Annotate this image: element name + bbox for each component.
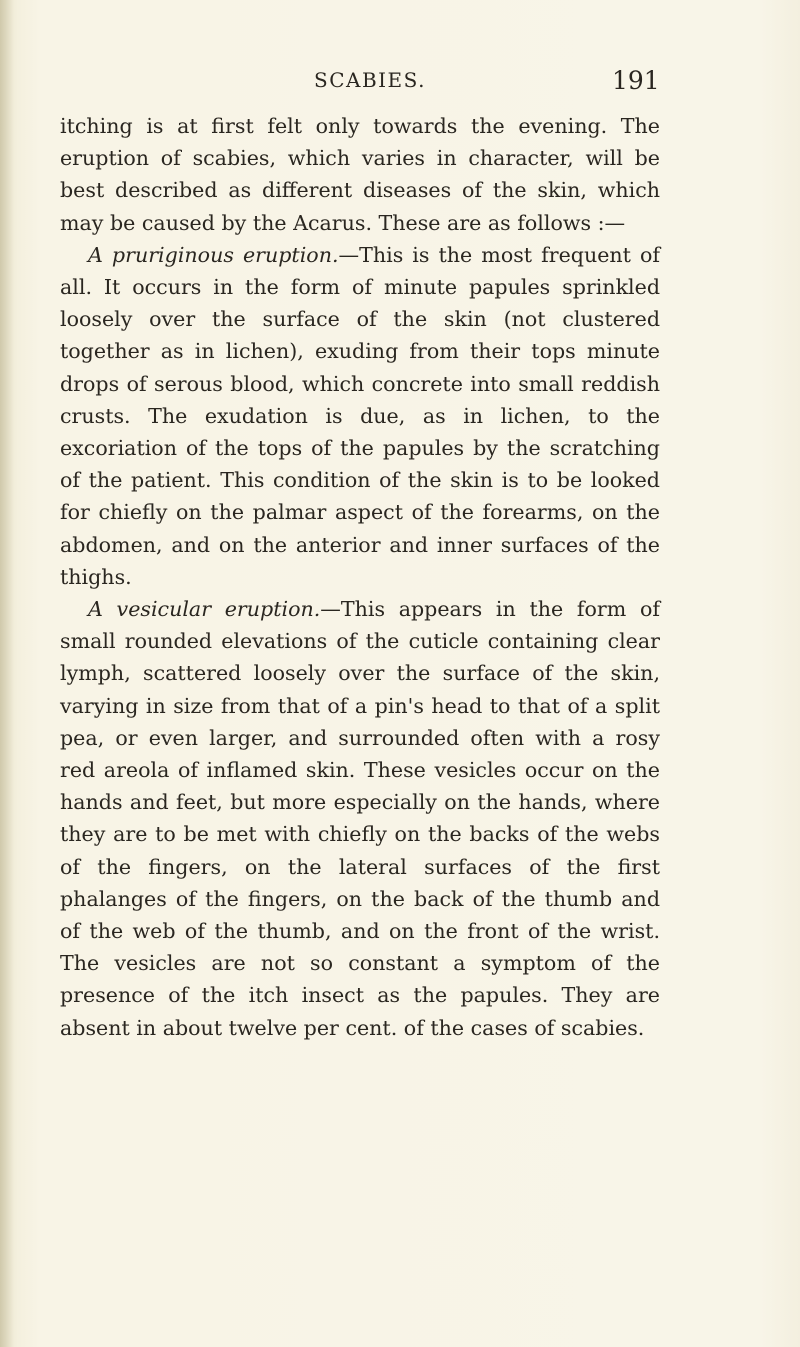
term-pruriginous-eruption: A pruriginous eruption. — [88, 242, 339, 267]
paragraph-pruriginous-eruption — [60, 239, 660, 593]
running-title: SCABIES. — [314, 68, 426, 92]
paragraph-text: —This is the most frequent of all. It occurs in the form of minute papules sprinkled loosely over the surface of the skin (not clustered together as in lichen), exuding from their tops minute drops of serous blood, which concrete into small reddish crusts. The exudation is due, as in lichen, to the excoriation of the tops of the papules by the scratching of the patient. This condition of the skin is to be looked for chiefly on the palmar aspect of the forearms, on the abdomen, and on the anterior and inner surfaces of the thighs. — [60, 242, 661, 589]
running-head — [0, 66, 800, 96]
term-vesicular-eruption: A vesicular eruption. — [88, 597, 321, 622]
page-edge-shadow — [0, 0, 14, 1347]
paragraph-vesicular-eruption — [60, 593, 660, 1044]
page-number: 191 — [612, 66, 660, 95]
paragraph-text: —This appears in the form of small rounded elevations of the cuticle containing clear lymph, scattered loosely over the surface of the skin, varying in size from that of a pin's head to that of a split pea, or even larger, and surrounded often with a rosy red areola of inflamed skin. These vesicles occur on the hands and feet, but more especially on the hands, where they are to be met with chiefly on the backs of the webs of the fingers, on the lateral surfaces of the first phalanges of the fingers, on the back of the thumb and of the web of the thumb, and on the front of the wrist. The vesicles are not so constant a symptom of the presence of the itch insect as the papules. They are absent in about twelve per cent. of the cases of scabies. — [60, 597, 660, 1040]
paragraph-continued: itching is at first felt only towards the evening. The eruption of scabies, which varies in character, will be best described as different diseases of the skin, which may be caused by the Acarus. These are as follows :— — [60, 114, 660, 235]
body-text — [60, 110, 660, 1044]
